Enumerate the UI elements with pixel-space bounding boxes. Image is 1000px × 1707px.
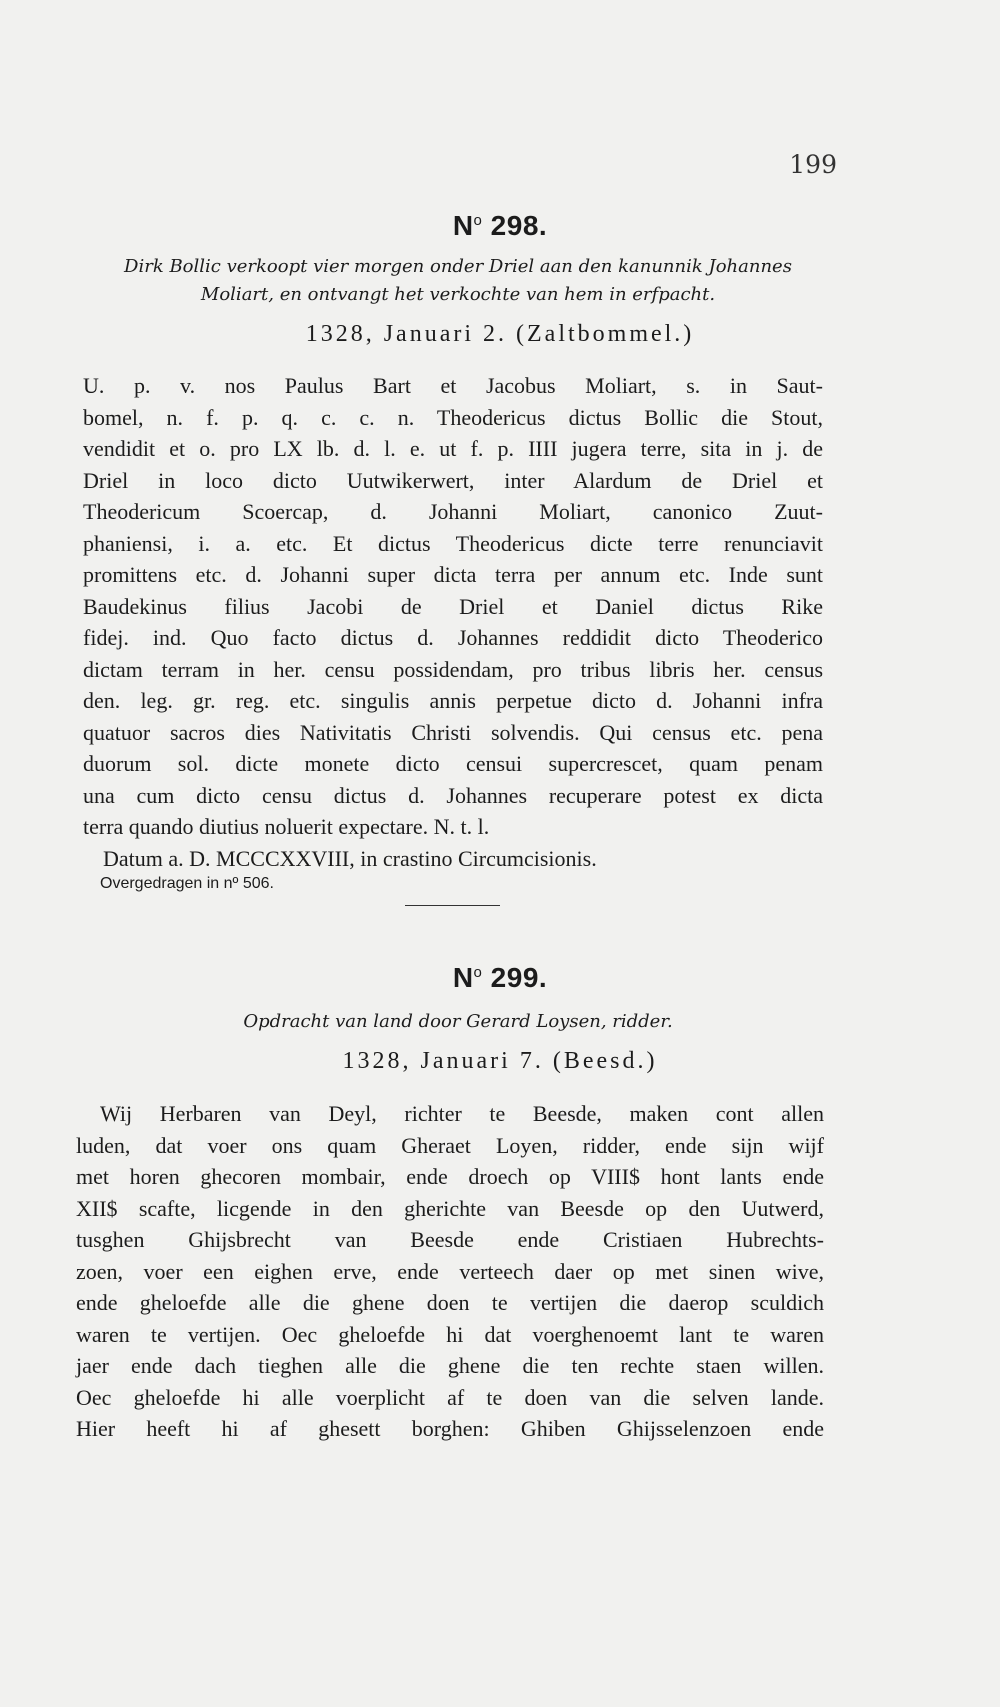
charter-number-prefix: N	[452, 210, 474, 241]
charter-299-title	[0, 962, 1000, 994]
body-line: Wij Herbaren van Deyl, richter te Beesde, maken cont allen	[100, 1101, 824, 1126]
charter-299-body	[76, 1098, 824, 1445]
body-line: Baudekinus filius Jacobi de Driel et Daniel dictus Rike	[83, 593, 823, 619]
body-line: tusghen Ghijsbrecht van Beesde ende Cristiaen Hubrechts-	[76, 1227, 824, 1252]
body-line: terra quando diutius noluerit expectare. N. t. l.	[83, 814, 490, 839]
body-line: vendidit et o. pro LX lb. d. l. e. ut f. p. IIII jugera terre, sita in j. de	[83, 436, 823, 461]
body-line: zoen, voer een eighen erve, ende verteech daer op met sinen wive,	[76, 1258, 824, 1284]
summary-line: Dirk Bollic verkoopt vier morgen onder Driel aan den kanunnik Johannes	[124, 256, 792, 277]
body-line: Driel in loco dicto Uutwikerwert, inter Alardum de Driel et	[83, 467, 823, 493]
body-line: ende gheloefde alle die ghene doen te vertijen die daerop sculdich	[76, 1290, 824, 1315]
body-line: phaniensi, i. a. etc. Et dictus Theodericus dicte terre renunciavit	[83, 530, 823, 556]
charter-number: 298.	[490, 210, 548, 241]
body-line: XII$ scafte, licgende in den gherichte van Beesde op den Uutwerd,	[76, 1195, 824, 1221]
charter-298-date: 1328, Januari 2. (Zaltbommel.)	[305, 321, 695, 347]
charter-299-summary	[78, 1008, 838, 1036]
charter-298-summary	[78, 253, 838, 309]
charter-298-title	[0, 210, 1000, 242]
body-line: Hier heeft hi af ghesett borghen: Ghiben Ghijsselenzoen ende	[76, 1416, 824, 1441]
charter-number-sup: o	[473, 964, 483, 981]
body-line: quatuor sacros dies Nativitatis Christi solvendis. Qui census etc. pena	[83, 719, 823, 745]
charter-298-note: Overgedragen in nº 506.	[100, 875, 274, 892]
body-line-dating: Datum a. D. MCCCXXVIII, in crastino Circumcisionis.	[103, 845, 597, 871]
body-line: met horen ghecoren mombair, ende droech op VIII$ hont lants ende	[76, 1164, 824, 1189]
body-line: luden, dat voer ons quam Gheraet Loyen, ridder, ende sijn wijf	[76, 1132, 824, 1158]
body-line: Oec gheloefde hi alle voerplicht af te doen van die selven lande.	[76, 1384, 824, 1410]
body-line: dictam terram in her. censu possidendam, pro tribus libris her. census	[83, 656, 823, 682]
body-line: bomel, n. f. p. q. c. c. n. Theodericus dictus Bollic die Stout,	[83, 404, 823, 430]
body-line: fidej. ind. Quo facto dictus d. Johannes reddidit dicto Theoderico	[83, 625, 823, 650]
charter-299-date: 1328, Januari 7. (Beesd.)	[342, 1048, 658, 1074]
summary-line: Opdracht van land door Gerard Loysen, ridder.	[243, 1011, 673, 1032]
body-line: jaer ende dach tieghen alle die ghene die ten rechte staen willen.	[76, 1353, 824, 1378]
section-divider	[405, 905, 500, 906]
page-number: 199	[789, 150, 837, 179]
charter-298-body	[83, 370, 823, 874]
summary-line: Moliart, en ontvangt het verkochte van hem in erfpacht.	[200, 284, 716, 305]
body-line: duorum sol. dicte monete dicto censui supercrescet, quam penam	[83, 751, 823, 776]
body-line: U. p. v. nos Paulus Bart et Jacobus Moliart, s. in Saut-	[83, 373, 823, 398]
charter-number-sup: o	[473, 212, 483, 229]
body-line: den. leg. gr. reg. etc. singulis annis perpetue dicto d. Johanni infra	[83, 688, 823, 713]
body-line: promittens etc. d. Johanni super dicta terra per annum etc. Inde sunt	[83, 562, 823, 587]
body-line: waren te vertijen. Oec gheloefde hi dat voerghenoemt lant te waren	[76, 1321, 824, 1347]
body-line: una cum dicto censu dictus d. Johannes recuperare potest ex dicta	[83, 782, 823, 808]
charter-number-prefix: N	[452, 962, 474, 993]
body-line: Theodericum Scoercap, d. Johanni Moliart, canonico Zuut-	[83, 499, 823, 524]
charter-number: 299.	[490, 962, 548, 993]
